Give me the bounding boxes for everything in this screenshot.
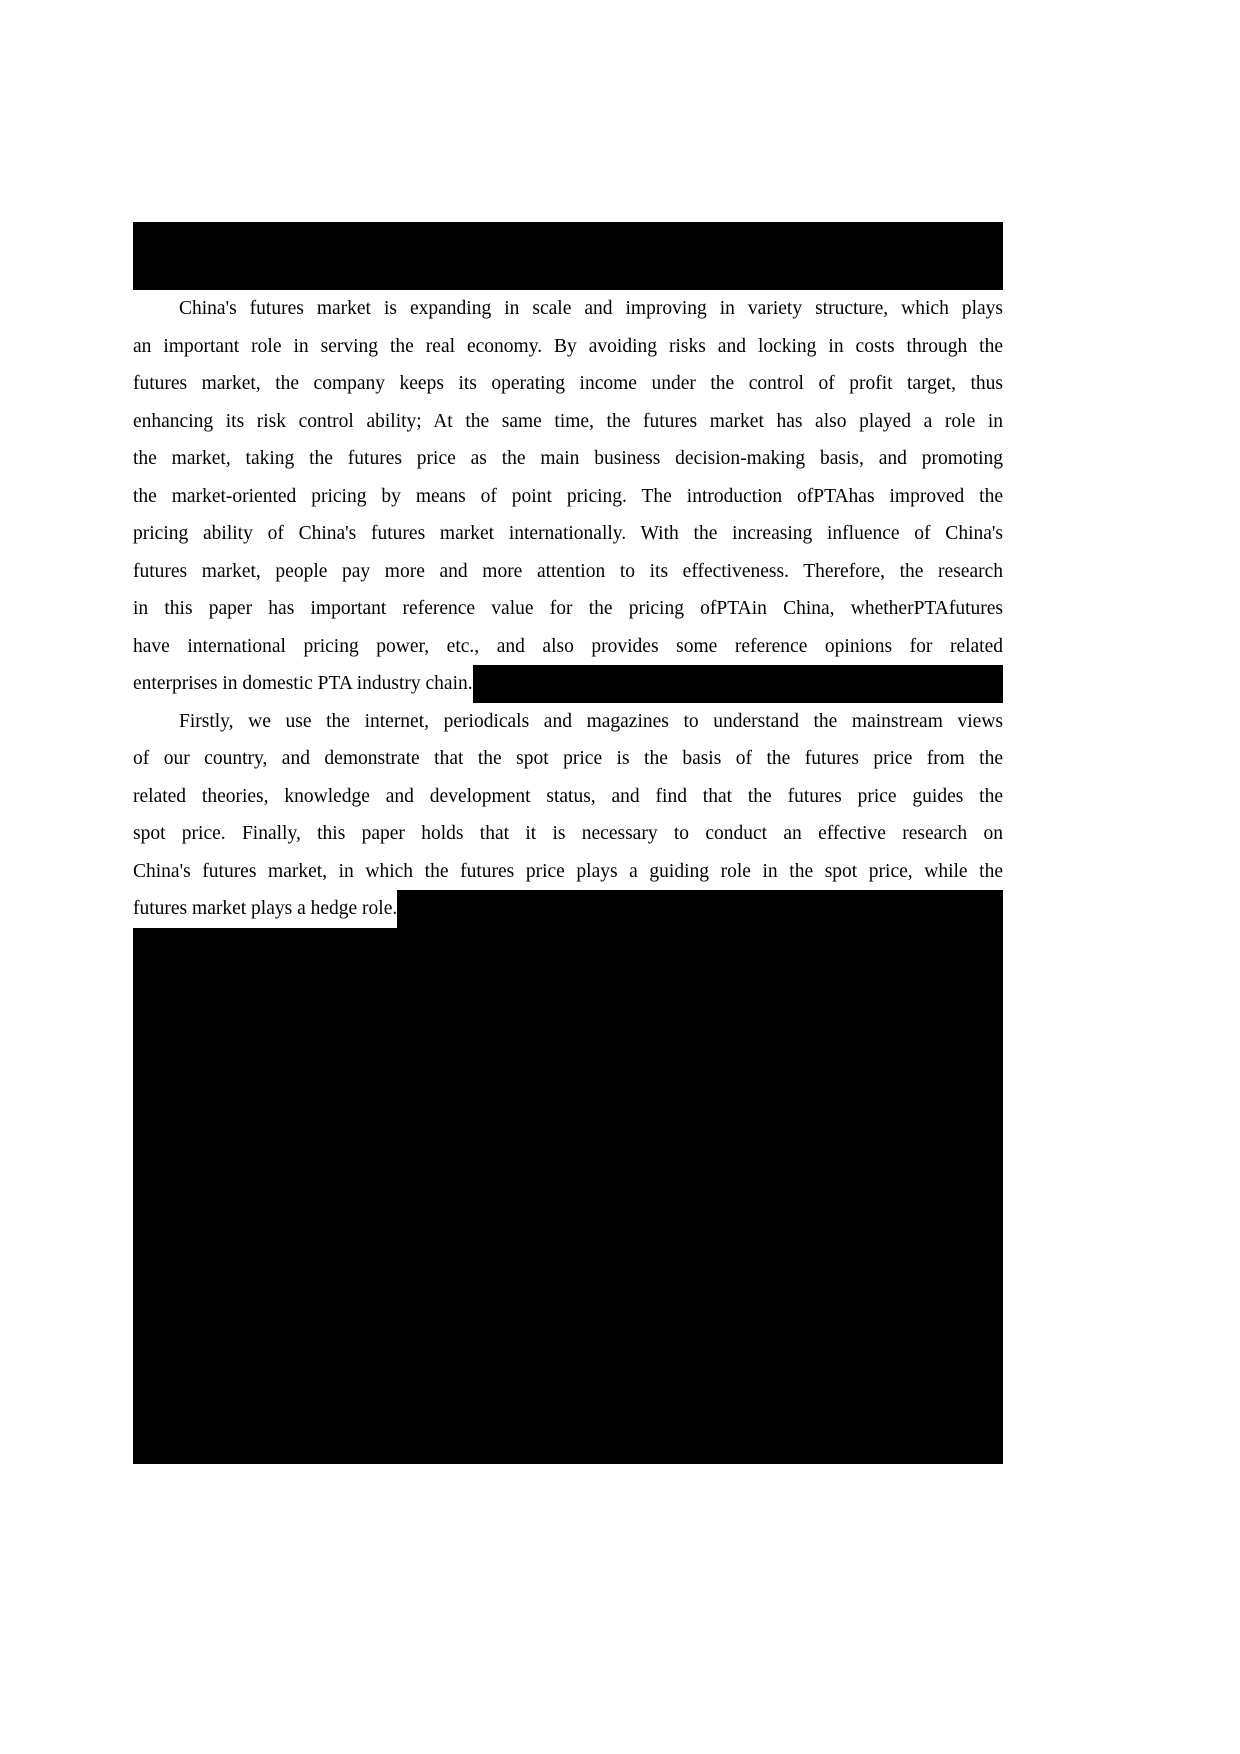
text-line-content: China's futures market, in which the futures price plays a guiding role in the spot price, while the (133, 860, 1003, 882)
text-line-content: pricing ability of China's futures market internationally. With the increasing influence of China's (133, 523, 1003, 544)
text-line (133, 365, 1003, 403)
text-line-content: the market, taking the futures price as the main business decision-making basis, and promoting (133, 448, 1003, 469)
text-line-content: an important role in serving the real economy. By avoiding risks and locking in costs through the (133, 335, 1003, 357)
text-line (133, 440, 1003, 478)
text-line-content: of our country, and demonstrate that the spot price is the basis of the futures price from the (133, 748, 1003, 769)
text-line-content: China's futures market is expanding in scale and improving in variety structure, which plays (179, 298, 1003, 319)
text-line (133, 403, 1003, 441)
text-line-content: enhancing its risk control ability; At the same time, the futures market has also played a role in (133, 410, 1003, 432)
text-line-content: the market-oriented pricing by means of point pricing. The introduction ofPTAhas improved the (133, 485, 1003, 507)
text-line-content: spot price. Finally, this paper holds that it is necessary to conduct an effective research on (133, 823, 1003, 844)
text-line (133, 478, 1003, 516)
text-line (133, 703, 1003, 741)
text-line-content: in this paper has important reference value for the pricing ofPTAin China, whetherPTAfutures (133, 598, 1003, 619)
text-line (133, 665, 473, 703)
text-line-content: futures market, the company keeps its operating income under the control of profit target, thus (133, 373, 1003, 394)
text-line (133, 328, 1003, 366)
text-line-content: have international pricing power, etc., and also provides some reference opinions for related (133, 635, 1003, 657)
abstract-paragraph-2 (133, 703, 1003, 928)
text-line (133, 740, 1003, 778)
text-line (133, 778, 1003, 816)
abstract-paragraph-1 (133, 290, 1003, 703)
text-line-content: Firstly, we use the internet, periodicals and magazines to understand the mainstream views (179, 710, 1003, 732)
text-line-content: futures market plays a hedge role. (133, 898, 398, 919)
text-line (133, 890, 397, 928)
text-line-content: futures market, people pay more and more attention to its effectiveness. Therefore, the research (133, 560, 1003, 582)
text-line (133, 628, 1003, 666)
text-line (133, 590, 1003, 628)
text-line-content: enterprises in domestic PTA industry chain. (133, 673, 473, 694)
text-line-content: related theories, knowledge and development status, and find that the futures price guides the (133, 785, 1003, 807)
text-line (133, 553, 1003, 591)
text-line (133, 515, 1003, 553)
abstract-text-body (133, 222, 1003, 928)
redacted-text-block (133, 222, 1003, 1464)
text-line (133, 853, 1003, 891)
text-line (133, 290, 1003, 328)
text-line (133, 815, 1003, 853)
